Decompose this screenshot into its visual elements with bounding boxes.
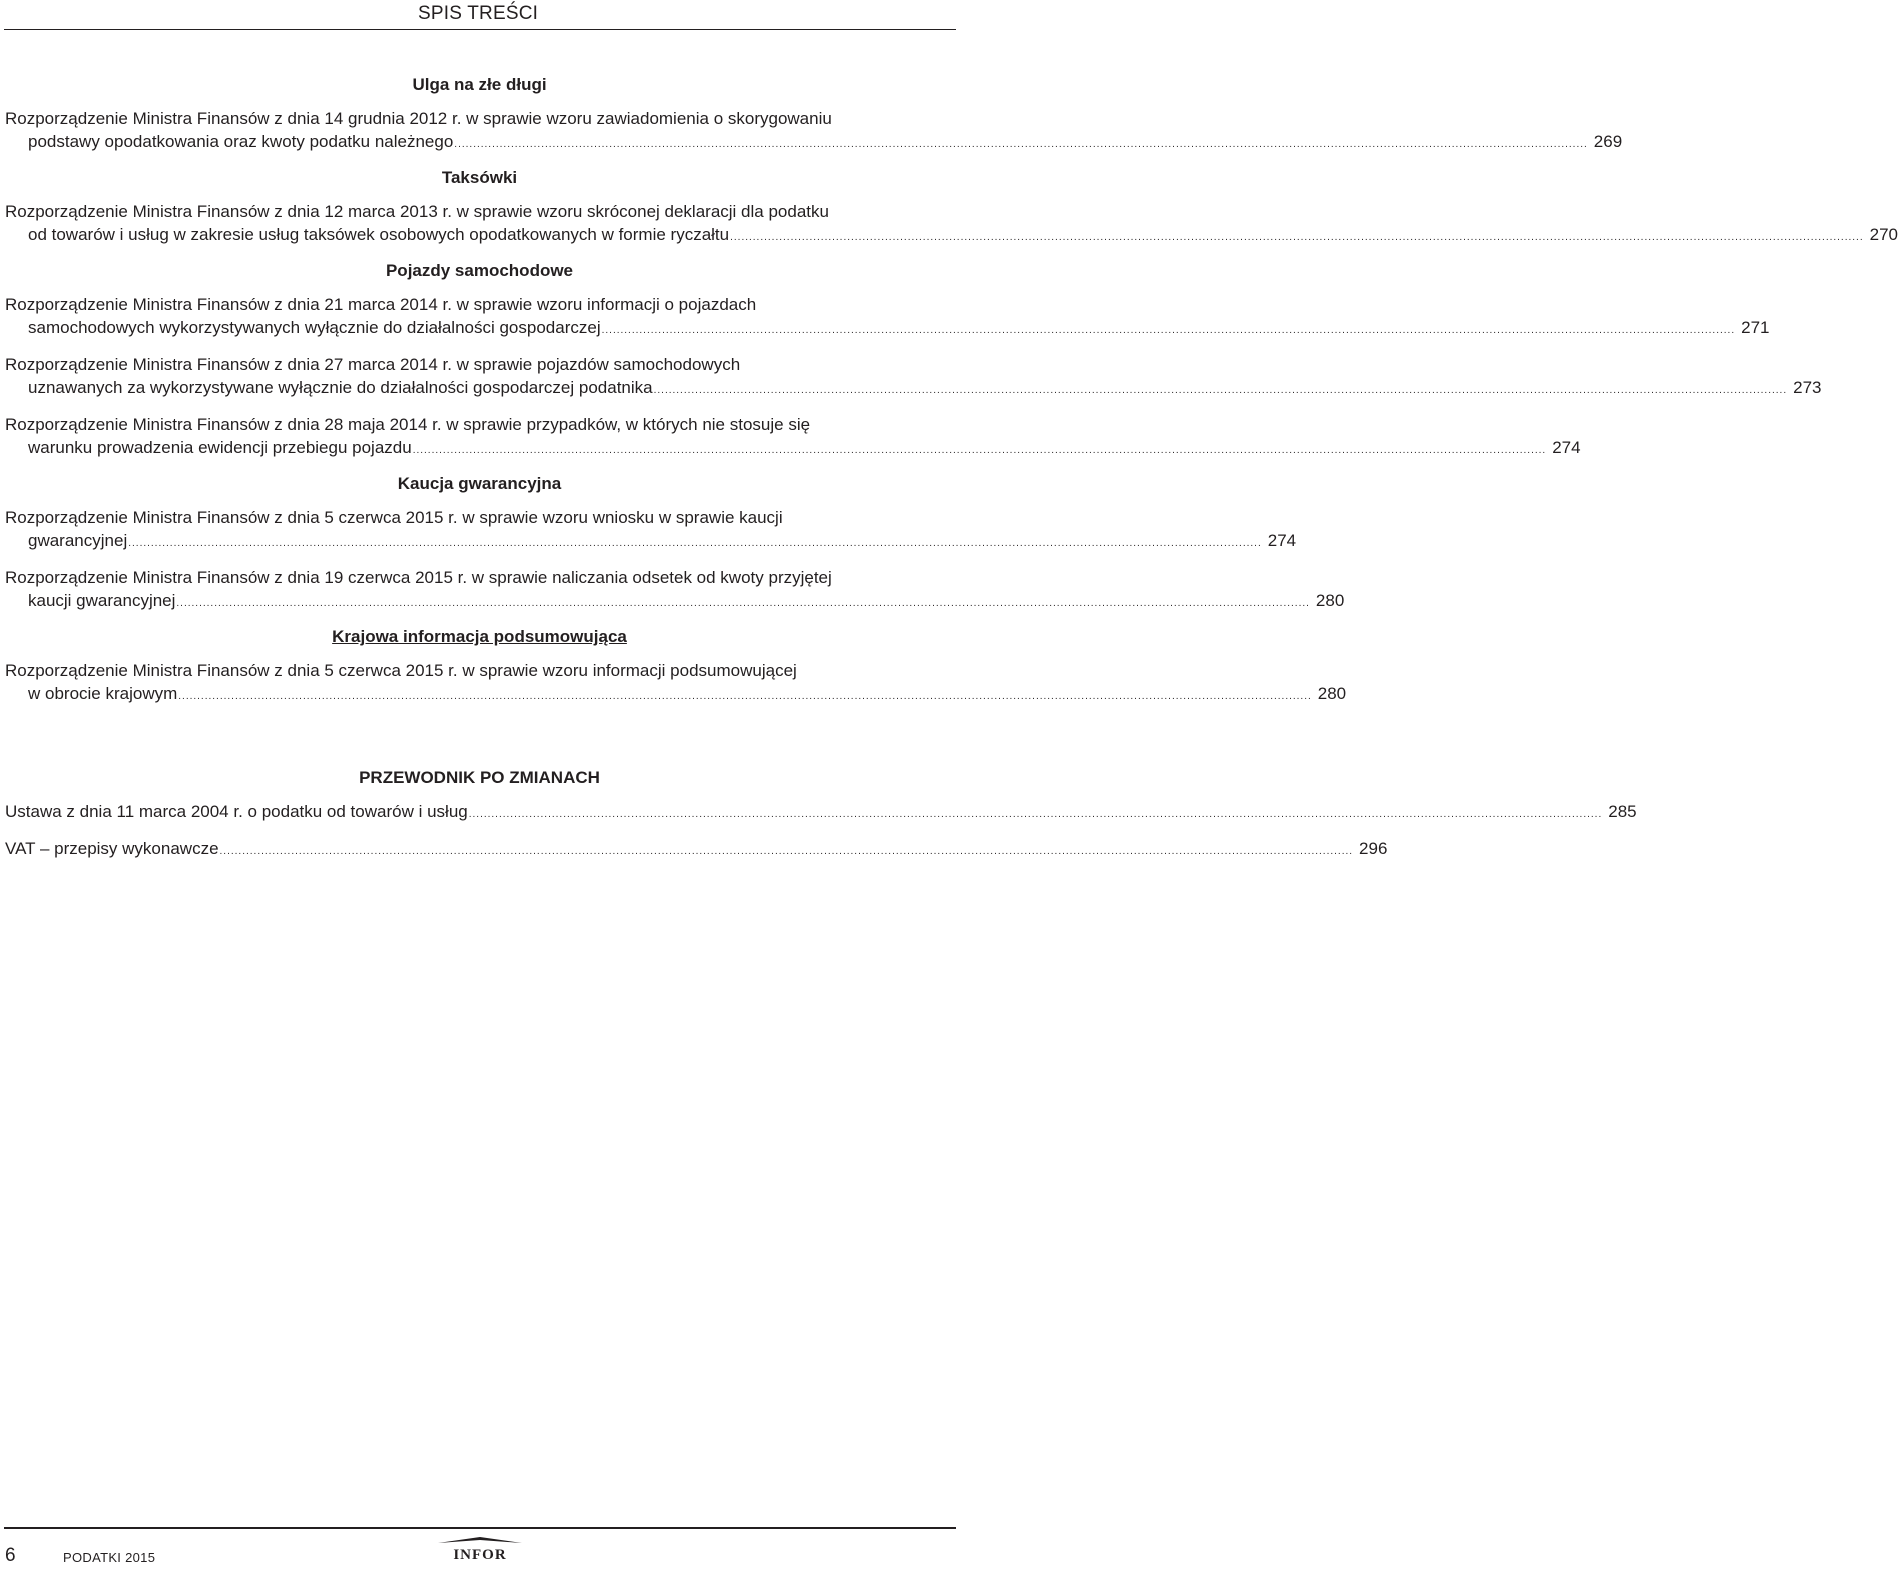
toc-entry[interactable]: [5, 200, 1898, 249]
toc-entry[interactable]: [5, 506, 1297, 555]
toc-entry-page: 280: [1315, 591, 1345, 610]
toc-entry[interactable]: [5, 107, 1623, 156]
footer-publication: PODATKI 2015: [63, 1550, 156, 1565]
toc-entry-page: 270: [1869, 225, 1898, 244]
toc-entry-title-cont: samochodowych wykorzystywanych wyłącznie do działalności gospodarczej: [28, 318, 601, 337]
page-header: [0, 0, 960, 29]
toc-entry-page: 274: [1552, 438, 1581, 457]
dot-leader: ............................................................................................................................................................................................................................................................................................................: [128, 538, 1262, 549]
toc-entry[interactable]: [5, 413, 1581, 462]
section-heading-krajowa: Krajowa informacja podsumowująca: [332, 627, 627, 646]
toc-entry[interactable]: [5, 293, 1770, 342]
guide-entry-title: Ustawa z dnia 11 marca 2004 r. o podatku od towarów i usług: [5, 802, 468, 821]
dot-leader: ............................................................................................................................................................................................................................................................................................................: [178, 691, 1312, 702]
infor-logo: [434, 1536, 526, 1562]
guide-entry-page: 285: [1608, 802, 1637, 821]
toc-entry-title-cont: kaucji gwarancyjnej: [28, 591, 176, 610]
toc-entry-title-cont: w obrocie krajowym: [28, 684, 178, 703]
header-rule: [4, 29, 956, 30]
dot-leader: ............................................................................................................................................................................................................................................................................................................: [468, 809, 1603, 820]
section-heading-pojazdy: Pojazdy samochodowe: [385, 261, 574, 280]
toc-entry-title-cont: od towarów i usług w zakresie usług taksówek osobowych opodatkowanych w formie ryczałtu: [28, 225, 730, 244]
toc-entry-title: Rozporządzenie Ministra Finansów z dnia 5 czerwca 2015 r. w sprawie wzoru informacji podsumowującej: [5, 661, 797, 680]
toc-entry-title: Rozporządzenie Ministra Finansów z dnia 19 czerwca 2015 r. w sprawie naliczania odsetek od kwoty przyjętej: [5, 568, 832, 587]
toc-entry-title-cont: gwarancyjnej: [28, 531, 128, 550]
section-heading-kaucja: Kaucja gwarancyjna: [397, 474, 562, 493]
svg-text:INFOR: INFOR: [453, 1547, 507, 1563]
toc-entry-page: 269: [1593, 132, 1623, 151]
dot-leader: ............................................................................................................................................................................................................................................................................................................: [219, 846, 1354, 857]
toc-entry-title: Rozporządzenie Ministra Finansów z dnia 5 czerwca 2015 r. w sprawie wzoru wniosku w sprawie kaucji: [5, 508, 783, 527]
guide-entry[interactable]: [5, 800, 1637, 826]
footer-page-number: 6: [5, 1545, 16, 1566]
guide-entry[interactable]: [5, 837, 1388, 863]
toc-entry-title: Rozporządzenie Ministra Finansów z dnia 12 marca 2013 r. w sprawie wzoru skróconej deklaracji dla podatku: [5, 202, 829, 221]
toc-entry-title: Rozporządzenie Ministra Finansów z dnia 14 grudnia 2012 r. w sprawie wzoru zawiadomienia o skorygowaniu: [5, 109, 832, 128]
toc-entry[interactable]: [5, 659, 1347, 708]
guide-entry-title: VAT – przepisy wykonawcze: [5, 839, 219, 858]
header-title: SPIS TREŚCI: [418, 3, 539, 24]
toc-entry[interactable]: [5, 566, 1345, 615]
toc-entry[interactable]: [5, 353, 1822, 402]
dot-leader: ............................................................................................................................................................................................................................................................................................................: [601, 325, 1736, 336]
section-heading-taksowki: Taksówki: [441, 168, 518, 187]
dot-leader: ............................................................................................................................................................................................................................................................................................................: [730, 232, 1864, 243]
dot-leader: ............................................................................................................................................................................................................................................................................................................: [412, 445, 1547, 456]
toc-entry-page: 280: [1317, 684, 1347, 703]
toc-entry-title-cont: warunku prowadzenia ewidencji przebiegu pojazdu: [28, 438, 412, 457]
toc-entry-page: 271: [1741, 318, 1770, 337]
toc-entry-title-cont: uznawanych za wykorzystywane wyłącznie do działalności gospodarczej podatnika: [28, 378, 653, 397]
footer-rule: [4, 1527, 956, 1529]
toc-entry-title-cont: podstawy opodatkowania oraz kwoty podatku należnego: [28, 132, 454, 151]
toc-entry-title: Rozporządzenie Ministra Finansów z dnia 28 maja 2014 r. w sprawie przypadków, w których nie stosuje się: [5, 415, 811, 434]
toc-content: [5, 74, 1898, 874]
guide-entry-page: 296: [1359, 839, 1388, 858]
toc-entry-page: 274: [1267, 531, 1297, 550]
section-heading-ulga: Ulga na złe długi: [412, 75, 547, 94]
toc-entry-title: Rozporządzenie Ministra Finansów z dnia 27 marca 2014 r. w sprawie pojazdów samochodowych: [5, 355, 741, 374]
dot-leader: ............................................................................................................................................................................................................................................................................................................: [653, 385, 1788, 396]
guide-heading: PRZEWODNIK PO ZMIANACH: [359, 768, 600, 787]
dot-leader: ............................................................................................................................................................................................................................................................................................................: [454, 139, 1588, 150]
dot-leader: ............................................................................................................................................................................................................................................................................................................: [176, 598, 1310, 609]
toc-entry-title: Rozporządzenie Ministra Finansów z dnia 21 marca 2014 r. w sprawie wzoru informacji o pojazdach: [5, 295, 757, 314]
toc-entry-page: 273: [1793, 378, 1822, 397]
